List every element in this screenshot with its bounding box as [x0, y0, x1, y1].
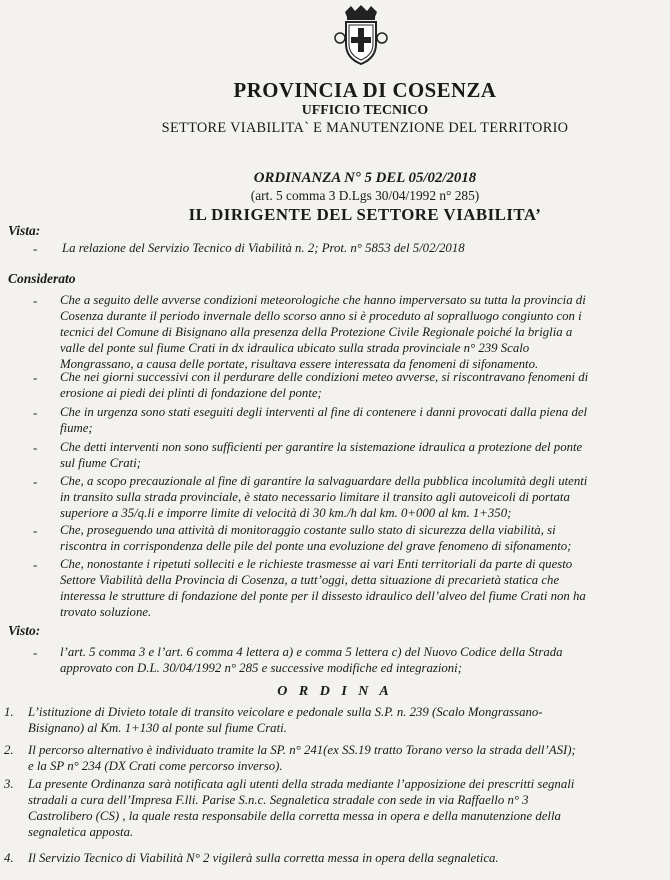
ordina-item: L’istituzione di Divieto totale di transito veicolare e pedonale sulla S.P. n. 239 (Scalo Mongrassano- Bisignano) al Km. 1+130 al ponte sul fiume Crati.: [28, 705, 543, 735]
province-crest-emblem: [333, 4, 389, 68]
ordina-number: 1.: [4, 705, 14, 719]
considerato-item: Che detti interventi non sono sufficienti per garantire la sistemazione idraulica a protezione del ponte sul fiume Crati;: [60, 440, 583, 470]
visto-item: l’art. 5 comma 3 e l’art. 6 comma 4 lettera a) e comma 5 lettera c) del Nuovo Codice della Strada approvato con D.L. 30/04/1992 n° 285 e successive modifiche ed integrazioni;: [60, 645, 563, 675]
ordina-heading: O R D I N A: [277, 684, 393, 699]
list-dash: -: [33, 405, 38, 420]
legal-reference: (art. 5 comma 3 D.Lgs 30/04/1992 n° 285): [250, 188, 480, 203]
list-dash: -: [33, 370, 38, 385]
list-dash: -: [33, 523, 38, 538]
list-dash: -: [33, 474, 38, 489]
list-dash: -: [33, 241, 38, 256]
considerato-item: Che a seguito delle avverse condizioni meteorologiche che hanno imperversato su tutta la provincia di Cosenza durante il periodo invernale dello scorso anno si è proceduto al sopralluogo congiunto con i tecnici del Comune di Bisignano alla presenza della Protezione Civile Regionale poiché la briglia a valle del ponte sul fiume Crati in dx idraulica ubicato sulla strada provinciale n° 239 Scalo Mongrassano, a causa delle portate, risultava essere interessata da fenomeni di sifonamento.: [60, 293, 586, 371]
list-dash: -: [33, 645, 38, 660]
considerato-item: Che nei giorni successivi con il perdurare delle condizioni meteo avverse, si riscontravano fenomeni di erosione ai piedi dei plinti di fondazione del ponte;: [60, 370, 589, 400]
ordina-item: Il Servizio Tecnico di Viabilità N° 2 vigilerà sulla corretta messa in opera della segnaletica.: [28, 851, 499, 865]
province-title: PROVINCIA DI COSENZA: [233, 78, 497, 102]
vista-item: La relazione del Servizio Tecnico di Viabilità n. 2; Prot. n° 5853 del 5/02/2018: [62, 241, 465, 255]
authority-title: IL DIRIGENTE DEL SETTORE VIABILITA’: [188, 205, 542, 224]
ordina-number: 3.: [4, 777, 14, 791]
ordina-number: 4.: [4, 851, 14, 865]
considerato-item: Che, nonostante i ripetuti solleciti e le richieste trasmesse ai vari Enti territoriali da parte di questo Settore Viabilità della Provincia di Cosenza, a tutt’oggi, detta situazione di precarietà statica che interessa le strutture di fondazione del ponte per il dissesto idraulico dell’alveo del fiume Crati non ha trovato soluzione.: [60, 557, 586, 619]
list-dash: -: [33, 293, 38, 308]
considerato-label: Considerato: [8, 271, 76, 286]
considerato-item: Che, proseguendo una attività di monitoraggio costante sullo stato di sicurezza della viabilità, si riscontra in corrispondenza delle pile del ponte una evoluzione del grave fenomeno di sifonamento;: [60, 523, 572, 553]
considerato-item: Che in urgenza sono stati eseguiti degli interventi al fine di contenere i danni provocati dalla piena del fiume;: [60, 405, 588, 435]
office-name: UFFICIO TECNICO: [301, 103, 429, 118]
list-dash: -: [33, 557, 38, 572]
ordina-item: Il percorso alternativo è individuato tramite la SP. n° 241(ex SS.19 tratto Torano verso la strada dell’ASI); e la SP n° 234 (DX Crati come percorso inverso).: [28, 743, 576, 773]
vista-label: Vista:: [8, 223, 41, 238]
visto-label: Visto:: [8, 623, 41, 638]
sector-name: SETTORE VIABILITA` E MANUTENZIONE DEL TERRITORIO: [161, 120, 569, 136]
ordina-item: La presente Ordinanza sarà notificata agli utenti della strada mediante l’apposizione dei prescritti segnali stradali a cura dell’Impresa F.lli. Parise S.n.c. Segnaletica stradale con sede in via Raffaello n° 3 Castrolibero (CS) , la quale resta responsabile della corretta messa in opera e della manutenzione della segnaletica apposta.: [28, 777, 575, 839]
ordina-number: 2.: [4, 743, 14, 757]
ordinance-heading: ORDINANZA N° 5 DEL 05/02/2018: [253, 170, 477, 186]
considerato-item: Che, a scopo precauzionale al fine di garantire la salvaguardare della pubblica incolumità degli utenti in transito sulla strada provinciale, è stato necessario limitare il transito agli autoveicoli di portata superiore a 35/q.li e imporre limite di velocità di 30 km./h dal km. 0+000 al km. 1+350;: [60, 474, 588, 520]
list-dash: -: [33, 440, 38, 455]
